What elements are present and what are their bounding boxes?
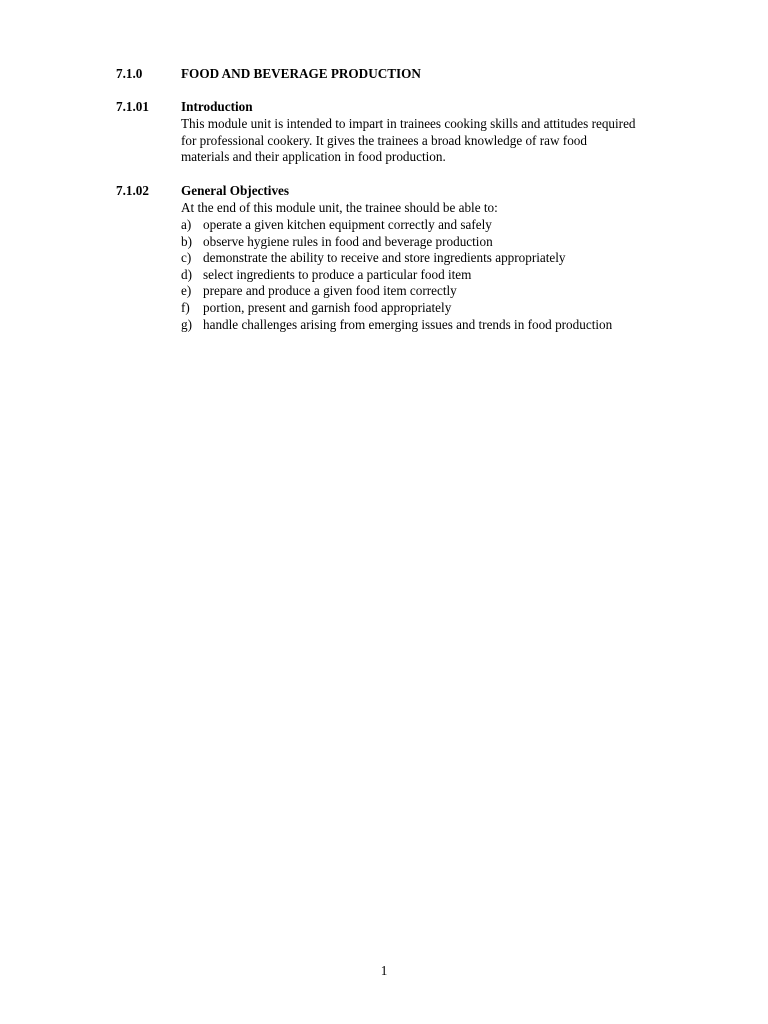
list-item-text: handle challenges arising from emerging issues and trends in food production xyxy=(203,316,613,332)
list-item-text: portion, present and garnish food appropriately xyxy=(203,299,452,315)
list-item xyxy=(181,283,612,300)
objectives-lead: At the end of this module unit, the trainee should be able to: xyxy=(181,200,498,215)
objectives-number: 7.1.02 xyxy=(116,183,149,198)
objectives-heading: General Objectives xyxy=(181,183,290,198)
list-item xyxy=(181,250,612,267)
list-marker: a) xyxy=(181,217,192,232)
section-title: FOOD AND BEVERAGE PRODUCTION xyxy=(181,66,421,81)
introduction-line: materials and their application in food production. xyxy=(181,149,446,165)
list-item xyxy=(181,234,612,251)
page-number: 1 xyxy=(380,963,388,978)
list-marker: d) xyxy=(181,266,192,282)
introduction-heading: Introduction xyxy=(181,99,253,114)
introduction-number: 7.1.01 xyxy=(116,99,149,114)
introduction-paragraph xyxy=(181,116,731,166)
introduction-line: This module unit is intended to impart in trainees cooking skills and attitudes required xyxy=(181,116,636,131)
introduction-line: for professional cookery. It gives the trainees a broad knowledge of raw food xyxy=(181,132,587,148)
list-marker: f) xyxy=(181,299,190,315)
list-item-text: demonstrate the ability to receive and store ingredients appropriately xyxy=(203,250,566,266)
list-marker: b) xyxy=(181,233,192,249)
list-item-text: operate a given kitchen equipment correctly and safely xyxy=(203,217,492,232)
list-item xyxy=(181,267,612,284)
list-item xyxy=(181,217,612,234)
list-marker: g) xyxy=(181,316,192,332)
list-item xyxy=(181,317,612,334)
list-item-text: select ingredients to produce a particular food item xyxy=(203,266,472,282)
list-item-text: prepare and produce a given food item correctly xyxy=(203,283,457,299)
list-marker: c) xyxy=(181,250,192,266)
list-item-text: observe hygiene rules in food and beverage production xyxy=(203,233,493,249)
list-marker: e) xyxy=(181,283,192,299)
section-number: 7.1.0 xyxy=(116,66,143,81)
objectives-list xyxy=(181,217,612,333)
list-item xyxy=(181,300,612,317)
